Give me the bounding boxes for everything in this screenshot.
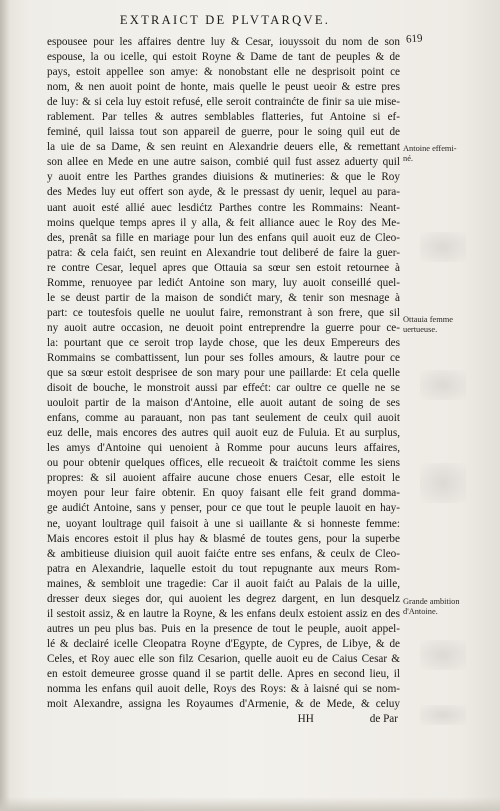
text-line: des Medes luy eut offert son ayde, & le pressast dy uenir, lequel au para- xyxy=(47,186,400,199)
text-line: moins quelque temps apres il y alla, & feit alliance auec le Roy des Me- xyxy=(47,216,400,229)
text-line: ny auoit autre occasion, ne deuoit point entreprendre la guerre pour ce- xyxy=(47,321,400,334)
text-line: la uie de sa Dame, & sen reuint en Alexandrie deuers elle, & remettant xyxy=(47,141,400,154)
margin-note-line: Ottauia femme xyxy=(403,315,453,324)
text-line: y auoit entre les Parthes grandes diuisions & mutineries: & que le Roy xyxy=(47,171,400,184)
text-line: ou pour obtenir quelques offices, elle recueoit & traićtoit comme les siens xyxy=(47,457,400,470)
text-line: uant auoit esté allié auec lesdićtz Parthes contre les Rommains: Neant- xyxy=(47,201,400,214)
text-line: maines, & sembloit une tragedie: Car il auoit faićt au Palais de la uille, xyxy=(47,577,400,590)
text-line: euz delle, mais encores des autres quil auoit euz de Fuluia. Et au surplus, xyxy=(47,427,400,440)
text-line: espouse, la ou icelle, qui estoit Royne & Dame de tant de peuples & de xyxy=(47,51,400,64)
page-shadow-bottom xyxy=(0,797,500,811)
margin-note-line: d'Antoine. xyxy=(403,607,438,616)
text-line: Romme, renuoyee par ledićt Antoine son mary, luy auoit conseillé quel- xyxy=(47,276,400,289)
margin-note-line: uertueuse. xyxy=(403,325,438,334)
text-line: des, prenât sa fille en mariage pour lun des enfans quil auoit euz de Cleo- xyxy=(47,231,400,244)
text-line: feminé, quil laissa tout son appareil de guerre, pour le soing quil eut de xyxy=(47,126,400,139)
text-line: pays, estoit appellee son amye: & nonobstant elle ne desprisoit point ce xyxy=(47,66,400,79)
show-through-smudge xyxy=(420,232,466,262)
text-line: le se deust partir de la maison de sondićt mary, & tenir son mesnage à xyxy=(47,291,400,304)
text-line: nom, & nen auoit point de honte, mais quelle le peust ueoir & estre pres xyxy=(47,81,400,94)
text-line: espousee pour les affaires dentre luy & Cesar, iouyssoit du nom de son xyxy=(47,36,400,48)
text-line: moyen pour leur faire obtenir. En quoy faisant elle feit grand domma- xyxy=(47,487,400,500)
text-line: rablement. Par telles & autres semblables flatteries, fut Antoine si ef- xyxy=(47,111,400,124)
text-line: & ambitieuse diuision quil auoit faićte entre ses enfans, & ceulx de Cleo- xyxy=(47,547,400,560)
text-line: nomma les enfans quil auoit delle, Roys des Roys: & à laisné qui se nom- xyxy=(47,683,400,696)
body-text xyxy=(47,35,400,727)
text-line: dresser deux sieges dor, qui auoient les degrez dargent, en lun desquelz xyxy=(47,592,400,605)
text-line: Celes, et Roy auec elle son filz Cesarion, quelle auoit eu de Caius Cesar & xyxy=(47,652,400,665)
show-through-smudge xyxy=(420,463,466,503)
margin-note-grande-ambition xyxy=(403,597,473,617)
text-line: patra en Alexandrie, laquelle estoit du tout repugnante aux meurs Rom- xyxy=(47,562,400,575)
show-through-smudge xyxy=(420,640,466,670)
margin-note-line: Grande ambition xyxy=(403,597,460,606)
text-line: Mais encores estoit il plus hay & blasmé de toutes gens, pour la superbe xyxy=(47,532,400,545)
text-line: de luy: & si cela luy estoit refusé, elle seroit contrainćte de finir sa uie mise- xyxy=(47,96,400,109)
text-line: disoit de bouche, le monstroit aussi par effećt: car oultre ce quelle ne se xyxy=(47,382,400,395)
margin-note-line: né. xyxy=(403,154,413,163)
running-head: EXTRAICT DE PLVTARQVE. xyxy=(119,13,331,27)
text-line: part: ce toutesfois quelle ne uoulut faire, remonstrant à son frere, que sil xyxy=(47,306,400,319)
text-line: en estoit demeuree grosse quand il se partit delle. Apres en second lieu, il xyxy=(47,667,400,680)
text-line: ge audićt Antoine, sans y penser, pour ce que tout le peuple lauoit en hay- xyxy=(47,502,400,515)
margin-note-antoine-effemine xyxy=(403,144,473,164)
margin-note-ottauia xyxy=(403,315,473,335)
text-line: il sestoit assiz, & en lautre la Royne, & les enfans deulx estoient assiz en des xyxy=(47,607,400,620)
text-line: moit Alexandre, assigna les Royaumes d'Armenie, & de Mede, & celuy xyxy=(47,698,400,711)
margin-note-line: Antoine effemi- xyxy=(403,144,457,153)
page-shadow-left xyxy=(0,0,10,811)
text-line: autres un peu plus bas. Puis en la presence de tout le peuple, auoit appel- xyxy=(47,622,400,635)
text-line: les amys d'Antoine qui uenoient à Romme pour aucuns leurs affaires, xyxy=(47,442,400,455)
show-through-smudge xyxy=(420,705,466,725)
text-line: son allee en Mede en une autre saison, combié quil fust assez aduerty quil xyxy=(47,156,400,169)
text-line: patra: & cela faićt, sen reuint en Alexandrie tout deliberé de faire la guer- xyxy=(47,246,400,259)
catchword: HH de Par xyxy=(297,713,398,726)
text-line: propres: & sil auoient affaire aucune chose enuers Cesar, elle estoit le xyxy=(47,472,400,485)
text-line: ne, uoyant loultrage quil faisoit à une si uaillante & si honneste femme: xyxy=(47,517,400,530)
text-line: uouloit partir de la maison d'Antoine, elle auoit autant de soing de ses xyxy=(47,397,400,410)
text-line: enfans, comme au parauant, non pas tant seulement de ceulx quil auoit xyxy=(47,412,400,425)
page-number: 619 xyxy=(405,32,423,46)
show-through-smudge xyxy=(420,370,466,400)
text-line: re contre Cesar, lequel apres que Ottauia sa sœur sen estoit retournee à xyxy=(47,261,400,274)
text-line: Rommains se combattissent, lun pour ses folles amours, & lautre pour ce xyxy=(47,351,400,364)
text-line: lé & declairé icelle Cleopatra Royne d'Egypte, de Cypres, de Libye, & de xyxy=(47,637,400,650)
text-line: la: pourtant que ce seroit trop layde chose, que les deux Empereurs des xyxy=(47,336,400,349)
text-line: que sa sœur estoit desprisee de son mary pour une paillarde: Et cela quelle xyxy=(47,367,400,380)
